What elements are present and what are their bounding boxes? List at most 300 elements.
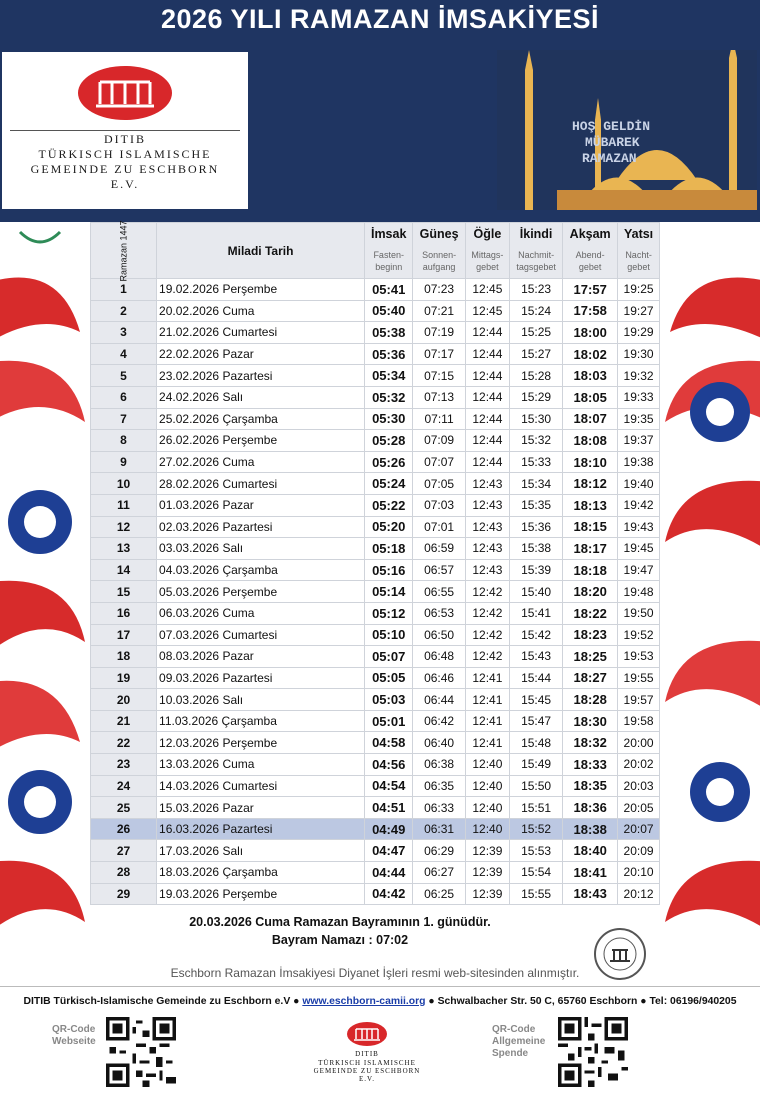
footer-org: DITIB Türkisch-Islamische Gemeinde zu Eschborn e.V xyxy=(23,996,291,1007)
date-cell: 18.03.2026 Çarşamba xyxy=(157,862,365,884)
yatsi-cell: 20:09 xyxy=(618,840,660,862)
gunes-cell: 07:23 xyxy=(413,279,465,301)
imsak-cell: 05:20 xyxy=(365,516,413,538)
table-row xyxy=(91,732,660,754)
table-row xyxy=(91,473,660,495)
ikindi-cell: 15:50 xyxy=(510,775,563,797)
table-row xyxy=(91,343,660,365)
gunes-cell: 06:27 xyxy=(413,862,465,884)
bayram-namazi-note: Bayram Namazı : 07:02 xyxy=(271,933,409,947)
aksam-cell: 18:28 xyxy=(563,689,618,711)
ramazan-day-cell: 24 xyxy=(91,775,157,797)
footer-phone: Tel: 06196/940205 xyxy=(649,996,737,1007)
table-row xyxy=(91,689,660,711)
imsak-cell: 04:51 xyxy=(365,797,413,819)
imsak-cell: 04:44 xyxy=(365,862,413,884)
ramazan-day-cell: 6 xyxy=(91,386,157,408)
yatsi-cell: 19:38 xyxy=(618,451,660,473)
gunes-cell: 06:31 xyxy=(413,818,465,840)
date-cell: 17.03.2026 Salı xyxy=(157,840,365,862)
ogle-cell: 12:45 xyxy=(465,300,509,322)
ikindi-cell: 15:53 xyxy=(510,840,563,862)
ogle-cell: 12:45 xyxy=(465,279,509,301)
ramazan-day-cell: 28 xyxy=(91,862,157,884)
ikindi-cell: 15:32 xyxy=(510,430,563,452)
date-cell: 08.03.2026 Pazar xyxy=(157,646,365,668)
ikindi-cell: 15:39 xyxy=(510,559,563,581)
ikindi-cell: 15:35 xyxy=(510,494,563,516)
ditib-logo xyxy=(2,52,248,209)
footer-divider xyxy=(0,986,760,987)
website-link[interactable]: www.eschborn-camii.org xyxy=(302,996,426,1007)
header-imsak: İmsak xyxy=(365,223,413,245)
table-row xyxy=(91,581,660,603)
ramazan-day-cell: 8 xyxy=(91,430,157,452)
aksam-cell: 18:43 xyxy=(563,883,618,905)
ikindi-cell: 15:42 xyxy=(510,624,563,646)
ikindi-cell: 15:45 xyxy=(510,689,563,711)
table-row xyxy=(91,279,660,301)
aksam-cell: 17:58 xyxy=(563,300,618,322)
table-row xyxy=(91,386,660,408)
imsak-cell: 05:22 xyxy=(365,494,413,516)
ikindi-cell: 15:23 xyxy=(510,279,563,301)
gunes-cell: 07:03 xyxy=(413,494,465,516)
tulip-ornament-left xyxy=(0,222,90,987)
aksam-cell: 18:33 xyxy=(563,754,618,776)
ikindi-cell: 15:28 xyxy=(510,365,563,387)
ikindi-cell: 15:38 xyxy=(510,538,563,560)
footer-address: Schwalbacher Str. 50 C, 65760 Eschborn xyxy=(437,996,638,1007)
aksam-cell: 18:10 xyxy=(563,451,618,473)
yatsi-cell: 19:48 xyxy=(618,581,660,603)
imsak-cell: 05:01 xyxy=(365,710,413,732)
yatsi-cell: 19:57 xyxy=(618,689,660,711)
ikindi-cell: 15:51 xyxy=(510,797,563,819)
yatsi-cell: 20:00 xyxy=(618,732,660,754)
aksam-cell: 18:41 xyxy=(563,862,618,884)
ramazan-day-cell: 29 xyxy=(91,883,157,905)
yatsi-cell: 19:29 xyxy=(618,322,660,344)
ikindi-cell: 15:43 xyxy=(510,646,563,668)
aksam-cell: 18:22 xyxy=(563,602,618,624)
gunes-cell: 07:21 xyxy=(413,300,465,322)
logo-text-line2: TÜRKISCH ISLAMISCHE xyxy=(38,147,212,161)
gunes-cell: 06:50 xyxy=(413,624,465,646)
ramazan-day-cell: 27 xyxy=(91,840,157,862)
date-cell: 28.02.2026 Cumartesi xyxy=(157,473,365,495)
imsak-cell: 05:41 xyxy=(365,279,413,301)
date-cell: 10.03.2026 Salı xyxy=(157,689,365,711)
date-cell: 01.03.2026 Pazar xyxy=(157,494,365,516)
imsakiye-table xyxy=(90,219,660,905)
aksam-cell: 18:15 xyxy=(563,516,618,538)
table-row xyxy=(91,818,660,840)
bullet-icon: ● xyxy=(293,996,300,1007)
date-cell: 15.03.2026 Pazar xyxy=(157,797,365,819)
date-cell: 20.02.2026 Cuma xyxy=(157,300,365,322)
yatsi-cell: 20:12 xyxy=(618,883,660,905)
ramazan-day-cell: 5 xyxy=(91,365,157,387)
ikindi-cell: 15:44 xyxy=(510,667,563,689)
ogle-cell: 12:39 xyxy=(465,862,509,884)
qr-code-donation-icon[interactable] xyxy=(558,1017,628,1087)
table-row xyxy=(91,710,660,732)
ikindi-cell: 15:52 xyxy=(510,818,563,840)
date-cell: 16.03.2026 Pazartesi xyxy=(157,818,365,840)
imsak-cell: 05:34 xyxy=(365,365,413,387)
ogle-cell: 12:44 xyxy=(465,365,509,387)
aksam-cell: 18:13 xyxy=(563,494,618,516)
ikindi-cell: 15:34 xyxy=(510,473,563,495)
ogle-cell: 12:43 xyxy=(465,538,509,560)
imsak-cell: 04:58 xyxy=(365,732,413,754)
date-cell: 02.03.2026 Pazartesi xyxy=(157,516,365,538)
date-cell: 19.02.2026 Perşembe xyxy=(157,279,365,301)
aksam-cell: 18:03 xyxy=(563,365,618,387)
ogle-cell: 12:43 xyxy=(465,473,509,495)
gunes-cell: 06:57 xyxy=(413,559,465,581)
footer-contact xyxy=(0,996,760,1007)
yatsi-cell: 19:33 xyxy=(618,386,660,408)
aksam-cell: 18:40 xyxy=(563,840,618,862)
header-gunes: Güneş xyxy=(413,223,465,245)
yatsi-cell: 19:43 xyxy=(618,516,660,538)
aksam-cell: 18:12 xyxy=(563,473,618,495)
yatsi-cell: 20:03 xyxy=(618,775,660,797)
date-cell: 23.02.2026 Pazartesi xyxy=(157,365,365,387)
gunes-cell: 06:55 xyxy=(413,581,465,603)
banner-text-line1: HOŞ GELDİN xyxy=(572,119,651,134)
ikindi-cell: 15:29 xyxy=(510,386,563,408)
aksam-cell: 18:18 xyxy=(563,559,618,581)
table-row xyxy=(91,516,660,538)
yatsi-cell: 19:35 xyxy=(618,408,660,430)
imsak-cell: 05:14 xyxy=(365,581,413,603)
ogle-cell: 12:43 xyxy=(465,559,509,581)
aksam-cell: 18:23 xyxy=(563,624,618,646)
gunes-cell: 07:17 xyxy=(413,343,465,365)
gunes-cell: 06:53 xyxy=(413,602,465,624)
ramazan-day-header: Ramazan 1447 xyxy=(91,223,157,279)
imsak-cell: 05:38 xyxy=(365,322,413,344)
ramazan-day-cell: 21 xyxy=(91,710,157,732)
date-cell: 13.03.2026 Cuma xyxy=(157,754,365,776)
table-row xyxy=(91,862,660,884)
ogle-cell: 12:42 xyxy=(465,602,509,624)
ikindi-cell: 15:47 xyxy=(510,710,563,732)
header-aksam: Akşam xyxy=(563,223,618,245)
gunes-cell: 06:46 xyxy=(413,667,465,689)
yatsi-cell: 19:52 xyxy=(618,624,660,646)
footer-logo-text-3: GEMEINDE ZU ESCHBORN xyxy=(313,1067,421,1075)
subheader-yatsi: Nacht- gebet xyxy=(618,245,660,279)
gunes-cell: 06:40 xyxy=(413,732,465,754)
ikindi-cell: 15:49 xyxy=(510,754,563,776)
ikindi-cell: 15:36 xyxy=(510,516,563,538)
table-row xyxy=(91,646,660,668)
subheader-ikindi: Nachmit- tagsgebet xyxy=(510,245,563,279)
yatsi-cell: 19:53 xyxy=(618,646,660,668)
aksam-cell: 18:02 xyxy=(563,343,618,365)
imsak-cell: 04:47 xyxy=(365,840,413,862)
ikindi-cell: 15:40 xyxy=(510,581,563,603)
aksam-cell: 18:05 xyxy=(563,386,618,408)
logo-divider xyxy=(10,130,240,131)
banner-text-line3: RAMAZAN xyxy=(582,151,637,166)
ramazan-day-cell: 13 xyxy=(91,538,157,560)
date-cell: 06.03.2026 Cuma xyxy=(157,602,365,624)
subheader-imsak: Fasten- beginn xyxy=(365,245,413,279)
ogle-cell: 12:40 xyxy=(465,775,509,797)
ramazan-day-cell: 1 xyxy=(91,279,157,301)
date-cell: 12.03.2026 Perşembe xyxy=(157,732,365,754)
date-cell: 11.03.2026 Çarşamba xyxy=(157,710,365,732)
qr-label-donation: QR-Code Allgemeine Spende xyxy=(492,1024,546,1059)
gunes-cell: 06:33 xyxy=(413,797,465,819)
imsak-cell: 05:26 xyxy=(365,451,413,473)
ogle-cell: 12:44 xyxy=(465,451,509,473)
imsak-cell: 05:10 xyxy=(365,624,413,646)
ramazan-day-cell: 10 xyxy=(91,473,157,495)
aksam-cell: 18:07 xyxy=(563,408,618,430)
date-cell: 04.03.2026 Çarşamba xyxy=(157,559,365,581)
imsak-cell: 05:12 xyxy=(365,602,413,624)
table-row xyxy=(91,883,660,905)
ramazan-day-cell: 19 xyxy=(91,667,157,689)
ikindi-cell: 15:41 xyxy=(510,602,563,624)
ogle-cell: 12:40 xyxy=(465,797,509,819)
gunes-cell: 06:59 xyxy=(413,538,465,560)
aksam-cell: 18:38 xyxy=(563,818,618,840)
ogle-cell: 12:42 xyxy=(465,624,509,646)
footer-logo-text-1: DITIB xyxy=(355,1050,379,1058)
yatsi-cell: 19:50 xyxy=(618,602,660,624)
ramazan-day-cell: 18 xyxy=(91,646,157,668)
table-row xyxy=(91,365,660,387)
ogle-cell: 12:42 xyxy=(465,581,509,603)
subheader-aksam: Abend- gebet xyxy=(563,245,618,279)
gunes-cell: 07:05 xyxy=(413,473,465,495)
gunes-cell: 07:11 xyxy=(413,408,465,430)
banner-text-line2: MÜBAREK xyxy=(585,135,640,150)
yatsi-cell: 19:42 xyxy=(618,494,660,516)
gunes-cell: 07:07 xyxy=(413,451,465,473)
yatsi-cell: 19:40 xyxy=(618,473,660,495)
table-body xyxy=(91,279,660,905)
aksam-cell: 18:35 xyxy=(563,775,618,797)
gunes-cell: 07:09 xyxy=(413,430,465,452)
mosque-banner-image xyxy=(497,50,757,210)
yatsi-cell: 20:07 xyxy=(618,818,660,840)
ikindi-cell: 15:27 xyxy=(510,343,563,365)
ikindi-cell: 15:24 xyxy=(510,300,563,322)
date-cell: 09.03.2026 Pazartesi xyxy=(157,667,365,689)
ogle-cell: 12:43 xyxy=(465,516,509,538)
aksam-cell: 18:30 xyxy=(563,710,618,732)
table-row xyxy=(91,797,660,819)
ogle-cell: 12:39 xyxy=(465,840,509,862)
header-ikindi: İkindi xyxy=(510,223,563,245)
ogle-cell: 12:44 xyxy=(465,386,509,408)
date-cell: 19.03.2026 Perşembe xyxy=(157,883,365,905)
imsak-cell: 04:42 xyxy=(365,883,413,905)
ikindi-cell: 15:54 xyxy=(510,862,563,884)
qr-code-website-icon[interactable] xyxy=(106,1017,176,1087)
gunes-cell: 06:48 xyxy=(413,646,465,668)
imsak-cell: 05:40 xyxy=(365,300,413,322)
logo-text-line3: GEMEINDE ZU ESCHBORN xyxy=(30,162,220,176)
imsak-cell: 05:07 xyxy=(365,646,413,668)
date-cell: 21.02.2026 Cumartesi xyxy=(157,322,365,344)
imsak-cell: 04:54 xyxy=(365,775,413,797)
aksam-cell: 18:08 xyxy=(563,430,618,452)
aksam-cell: 18:17 xyxy=(563,538,618,560)
ramazan-day-cell: 14 xyxy=(91,559,157,581)
yatsi-cell: 19:37 xyxy=(618,430,660,452)
source-note: Eschborn Ramazan İmsakiyesi Diyanet İşleri resmi web-sitesinden alınmıştır. xyxy=(170,966,580,980)
tulip-ornament-right xyxy=(660,222,760,987)
date-cell: 22.02.2026 Pazar xyxy=(157,343,365,365)
logo-text-line4: E.V. xyxy=(110,177,140,191)
table-row xyxy=(91,559,660,581)
imsak-cell: 05:24 xyxy=(365,473,413,495)
ikindi-cell: 15:55 xyxy=(510,883,563,905)
ramazan-day-cell: 2 xyxy=(91,300,157,322)
yatsi-cell: 19:55 xyxy=(618,667,660,689)
ramazan-day-cell: 15 xyxy=(91,581,157,603)
ikindi-cell: 15:33 xyxy=(510,451,563,473)
ditib-logo-mark-icon xyxy=(78,66,172,120)
aksam-cell: 18:36 xyxy=(563,797,618,819)
table-row xyxy=(91,322,660,344)
bullet-icon: ● xyxy=(640,996,647,1007)
ditib-footer-mark-icon xyxy=(347,1022,387,1046)
header-yatsi: Yatsı xyxy=(618,223,660,245)
yatsi-cell: 19:25 xyxy=(618,279,660,301)
ramazan-day-cell: 9 xyxy=(91,451,157,473)
yatsi-cell: 19:30 xyxy=(618,343,660,365)
aksam-cell: 17:57 xyxy=(563,279,618,301)
date-header: Miladi Tarih xyxy=(157,223,365,279)
date-cell: 24.02.2026 Salı xyxy=(157,386,365,408)
table-row xyxy=(91,451,660,473)
date-cell: 05.03.2026 Perşembe xyxy=(157,581,365,603)
gunes-cell: 06:42 xyxy=(413,710,465,732)
ditib-footer-logo xyxy=(312,1022,422,1082)
imsak-cell: 04:56 xyxy=(365,754,413,776)
table-row xyxy=(91,775,660,797)
date-cell: 25.02.2026 Çarşamba xyxy=(157,408,365,430)
footer-logo-text-2: TÜRKISCH ISLAMISCHE xyxy=(318,1059,416,1067)
gunes-cell: 06:35 xyxy=(413,775,465,797)
yatsi-cell: 20:02 xyxy=(618,754,660,776)
imsak-cell: 05:16 xyxy=(365,559,413,581)
yatsi-cell: 19:32 xyxy=(618,365,660,387)
aksam-cell: 18:00 xyxy=(563,322,618,344)
imsak-cell: 05:28 xyxy=(365,430,413,452)
ogle-cell: 12:40 xyxy=(465,818,509,840)
table-row xyxy=(91,667,660,689)
yatsi-cell: 19:58 xyxy=(618,710,660,732)
ogle-cell: 12:44 xyxy=(465,430,509,452)
imsak-cell: 05:18 xyxy=(365,538,413,560)
yatsi-cell: 19:27 xyxy=(618,300,660,322)
ogle-cell: 12:44 xyxy=(465,343,509,365)
qr-label-website: QR-Code Webseite xyxy=(52,1024,96,1047)
aksam-cell: 18:27 xyxy=(563,667,618,689)
bullet-icon: ● xyxy=(428,996,435,1007)
imsak-cell: 05:05 xyxy=(365,667,413,689)
header-ogle: Öğle xyxy=(465,223,509,245)
ogle-cell: 12:43 xyxy=(465,494,509,516)
table-row xyxy=(91,602,660,624)
aksam-cell: 18:25 xyxy=(563,646,618,668)
gunes-cell: 07:19 xyxy=(413,322,465,344)
ogle-cell: 12:40 xyxy=(465,754,509,776)
imsak-cell: 05:03 xyxy=(365,689,413,711)
yatsi-cell: 19:47 xyxy=(618,559,660,581)
date-cell: 26.02.2026 Perşembe xyxy=(157,430,365,452)
ramazan-day-cell: 7 xyxy=(91,408,157,430)
ogle-cell: 12:44 xyxy=(465,322,509,344)
yatsi-cell: 20:10 xyxy=(618,862,660,884)
ogle-cell: 12:41 xyxy=(465,732,509,754)
ramazan-day-cell: 20 xyxy=(91,689,157,711)
ramazan-day-cell: 11 xyxy=(91,494,157,516)
ogle-cell: 12:39 xyxy=(465,883,509,905)
ramazan-day-cell: 3 xyxy=(91,322,157,344)
ogle-cell: 12:42 xyxy=(465,646,509,668)
yatsi-cell: 20:05 xyxy=(618,797,660,819)
ramazan-day-cell: 25 xyxy=(91,797,157,819)
footer-logo-text-4: E.V. xyxy=(359,1075,375,1083)
date-cell: 27.02.2026 Cuma xyxy=(157,451,365,473)
gunes-cell: 06:29 xyxy=(413,840,465,862)
ramazan-day-cell: 16 xyxy=(91,602,157,624)
imsak-cell: 05:36 xyxy=(365,343,413,365)
ikindi-cell: 15:30 xyxy=(510,408,563,430)
table-row xyxy=(91,624,660,646)
ramazan-day-cell: 17 xyxy=(91,624,157,646)
ramazan-day-cell: 4 xyxy=(91,343,157,365)
ramazan-day-cell: 22 xyxy=(91,732,157,754)
gunes-cell: 07:15 xyxy=(413,365,465,387)
subheader-gunes: Sonnen- aufgang xyxy=(413,245,465,279)
gunes-cell: 06:25 xyxy=(413,883,465,905)
ogle-cell: 12:41 xyxy=(465,667,509,689)
ogle-cell: 12:44 xyxy=(465,408,509,430)
table-row xyxy=(91,754,660,776)
imsak-cell: 05:32 xyxy=(365,386,413,408)
ramazan-day-cell: 23 xyxy=(91,754,157,776)
aksam-cell: 18:20 xyxy=(563,581,618,603)
aksam-cell: 18:32 xyxy=(563,732,618,754)
page-title: 2026 YILI RAMAZAN İMSAKİYESİ xyxy=(160,4,600,34)
ikindi-cell: 15:25 xyxy=(510,322,563,344)
bayram-note: 20.03.2026 Cuma Ramazan Bayramının 1. günüdür. xyxy=(189,915,491,929)
date-cell: 14.03.2026 Cumartesi xyxy=(157,775,365,797)
date-cell: 07.03.2026 Cumartesi xyxy=(157,624,365,646)
table-row xyxy=(91,430,660,452)
table-row xyxy=(91,300,660,322)
gunes-cell: 07:13 xyxy=(413,386,465,408)
ramazan-day-cell: 12 xyxy=(91,516,157,538)
ikindi-cell: 15:48 xyxy=(510,732,563,754)
date-cell: 03.03.2026 Salı xyxy=(157,538,365,560)
ogle-cell: 12:41 xyxy=(465,689,509,711)
ramazan-day-cell: 26 xyxy=(91,818,157,840)
